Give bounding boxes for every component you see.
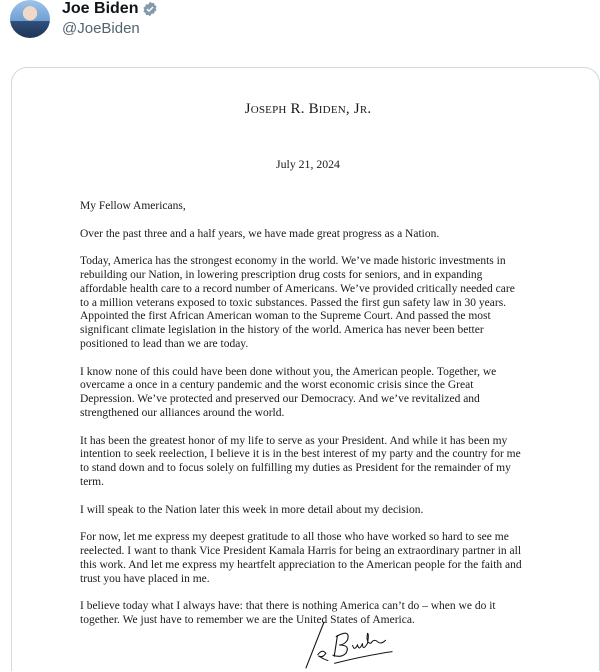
letter-line: reelected. I want to thank Vice President Kamala Harris for being an extraordinary partner in all xyxy=(80,544,522,557)
signature xyxy=(290,620,420,670)
letter-paragraph xyxy=(80,504,570,518)
author-handle[interactable]: @JoeBiden xyxy=(62,20,140,37)
letter-line: overcame a once in a century pandemic and the worst economic crisis since the Great xyxy=(80,379,474,392)
letter-line: Today, America has the strongest economy in the world. We’ve made historic investments in xyxy=(80,255,506,268)
letter-line: I believe today what I always have: that there is nothing America can’t do – when we do it xyxy=(80,600,496,613)
verified-badge-icon xyxy=(142,1,158,17)
letter-line: positioned to lead than we are today. xyxy=(80,337,249,350)
letter-line: this work. And let me express my heartfelt appreciation to the American people for the faith and xyxy=(80,558,522,571)
avatar[interactable] xyxy=(10,0,50,38)
letter-line: My Fellow Americans, xyxy=(80,200,186,212)
letter-line: strengthened our alliances around the world. xyxy=(80,406,285,419)
letter-line: rebuilding our Nation, in lowering prescription drug costs for seniors, and in expanding xyxy=(80,268,483,281)
letter-line: I know none of this could have been done without you, the American people. Together, we xyxy=(80,365,497,378)
letter-line: For now, let me express my deepest gratitude to all those who have worked so hard to see me xyxy=(80,531,509,544)
author-name[interactable]: Joe Biden xyxy=(62,0,139,17)
letter-paragraph xyxy=(80,255,570,352)
letter-line: Appointed the first African American woman to the Supreme Court. And passed the most xyxy=(80,310,491,323)
letter-paragraph xyxy=(80,228,570,242)
letter-line: trust you have placed in me. xyxy=(80,572,210,585)
letter-line: to stand down and to focus solely on fulfilling my duties as President for the remainder of my xyxy=(80,462,511,475)
letter-line: intention to seek reelection, I believe it is in the best interest of my party and the country for me xyxy=(80,448,521,461)
letter-line: Depression. We’ve protected and preserved our Democracy. And we’ve revitalized and xyxy=(80,393,480,406)
letter-line: Over the past three and a half years, we have made great progress as a Nation. xyxy=(80,227,440,240)
letter-body xyxy=(80,200,570,642)
letter-paragraph xyxy=(80,435,570,490)
letter-line: together. We just have to remember we are the United States of America. xyxy=(80,613,415,626)
letter-line: significant climate legislation in the history of the world. America has never been better xyxy=(80,324,484,337)
letter-line: to a million veterans exposed to toxic substances. Passed the first gun safety law in 30 years. xyxy=(80,296,507,309)
letter-line: It has been the greatest honor of my life to serve as your President. And while it has been my xyxy=(80,434,508,447)
letter-paragraph xyxy=(80,366,570,421)
author-name-row[interactable] xyxy=(62,0,158,18)
letter-image[interactable] xyxy=(11,67,600,671)
letterhead: Joseph R. Biden, Jr. xyxy=(244,101,372,117)
salutation xyxy=(80,200,570,214)
letter-line: I will speak to the Nation later this week in more detail about my decision. xyxy=(80,503,424,516)
letter-paragraph xyxy=(80,531,570,586)
letter-date: July 21, 2024 xyxy=(276,157,340,171)
letter-line: term. xyxy=(80,475,104,488)
letter-line: affordable health care to a record number of Americans. We’ve provided critically needed care xyxy=(80,282,515,295)
